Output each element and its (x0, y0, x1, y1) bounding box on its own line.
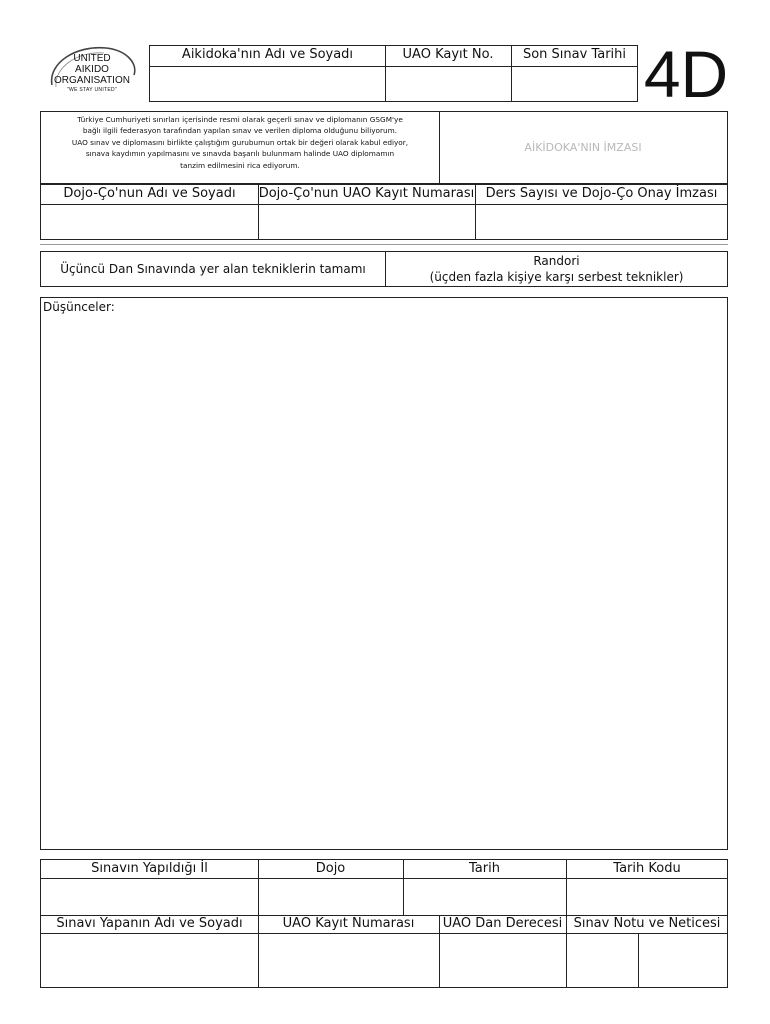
exam-result-table (40, 859, 728, 988)
aikidoka-reg-field[interactable] (385, 66, 511, 102)
randori-description: (üçden fazla kişiye karşı serbest teknikler) (429, 270, 684, 284)
logo-motto: "WE STAY UNITED" (66, 87, 118, 93)
exam-dojo-field[interactable] (258, 878, 403, 915)
declaration-line: Türkiye Cumhuriyeti sınırları içerisinde resmi olarak geçerli sınav ve diplomanın GSGM'ye (77, 115, 403, 124)
dojo-info-table (40, 184, 728, 240)
declaration-line: UAO sınav ve diplomasını birlikte çalıştığım gurubumun ortak bir değeri olarak kabul ediyor, (71, 137, 409, 147)
declaration-line: tanzim edilmesini rica ediyorum. (180, 160, 300, 170)
examiner-name-label: Sınavı Yapanın Adı ve Soyadı (56, 916, 243, 931)
exam-content-table (40, 251, 728, 287)
exam-score-label: Sınav Notu ve Neticesi (573, 916, 721, 931)
dojo-reg-field[interactable] (258, 204, 475, 240)
logo-line-organisation: ORGANISATION (54, 75, 130, 86)
section-divider (40, 244, 728, 245)
examiner-reg-field[interactable] (258, 933, 439, 988)
dojo-name-field[interactable] (41, 204, 258, 240)
declaration-box (40, 111, 728, 184)
examiner-dan-field[interactable] (439, 933, 566, 988)
exam-score-field[interactable] (566, 933, 638, 988)
header-name-label: Aikidoka'nın Adı ve Soyadı (181, 47, 354, 62)
thoughts-label: Düşünceler: (43, 300, 115, 314)
dojo-reg-label: Dojo-Ço'nun UAO Kayıt Numarası (258, 186, 475, 201)
examiner-dan-label: UAO Dan Derecesi (442, 916, 563, 931)
uao-logo (44, 41, 140, 103)
dojo-approval-label: Ders Sayısı ve Dojo-Ço Onay İmzası (485, 186, 718, 201)
aikidoka-info-table (149, 45, 638, 102)
exam-date-code-label: Tarih Kodu (613, 861, 681, 876)
logo-line-aikido: AIKIDO (75, 64, 109, 75)
exam-date-label: Tarih (469, 861, 500, 876)
exam-date-field[interactable] (403, 878, 566, 915)
dojo-approval-field[interactable] (475, 204, 728, 240)
exam-result-field[interactable] (638, 933, 728, 988)
thoughts-field[interactable] (40, 297, 728, 850)
declaration-text (41, 114, 439, 171)
randori-title: Randori (533, 254, 580, 268)
exam-city-label: Sınavın Yapıldığı İl (91, 861, 208, 876)
examiner-name-field[interactable] (41, 933, 258, 988)
aikidoka-signature-field[interactable] (439, 112, 727, 183)
dojo-name-label: Dojo-Ço'nun Adı ve Soyadı (63, 186, 236, 201)
declaration-line: sınava kaydımın yapılmasını ve sınavda başarılı bulunmam halinde UAO diplomamın (85, 149, 395, 159)
declaration-line: bağlı ilgili federasyon tarafından yapılan sınav ve verilen diploma olduğunu biliyorum. (82, 126, 398, 136)
exam-city-field[interactable] (41, 878, 258, 915)
signature-label: AİKİDOKA'NIN İMZASI (524, 141, 642, 154)
techniques-label: Üçüncü Dan Sınavında yer alan tekniklerin tamamı (60, 262, 366, 276)
grade-code: 4D (643, 37, 729, 111)
exam-date-code-field[interactable] (566, 878, 728, 915)
last-exam-date-field[interactable] (511, 66, 638, 102)
logo-line-united: UNITED (73, 53, 111, 64)
aikidoka-name-field[interactable] (150, 66, 385, 102)
header-reg-label: UAO Kayıt No. (402, 47, 494, 62)
exam-dojo-label: Dojo (315, 861, 346, 876)
header-last-exam-label: Son Sınav Tarihi (522, 47, 627, 62)
examiner-reg-label: UAO Kayıt Numarası (282, 916, 415, 931)
